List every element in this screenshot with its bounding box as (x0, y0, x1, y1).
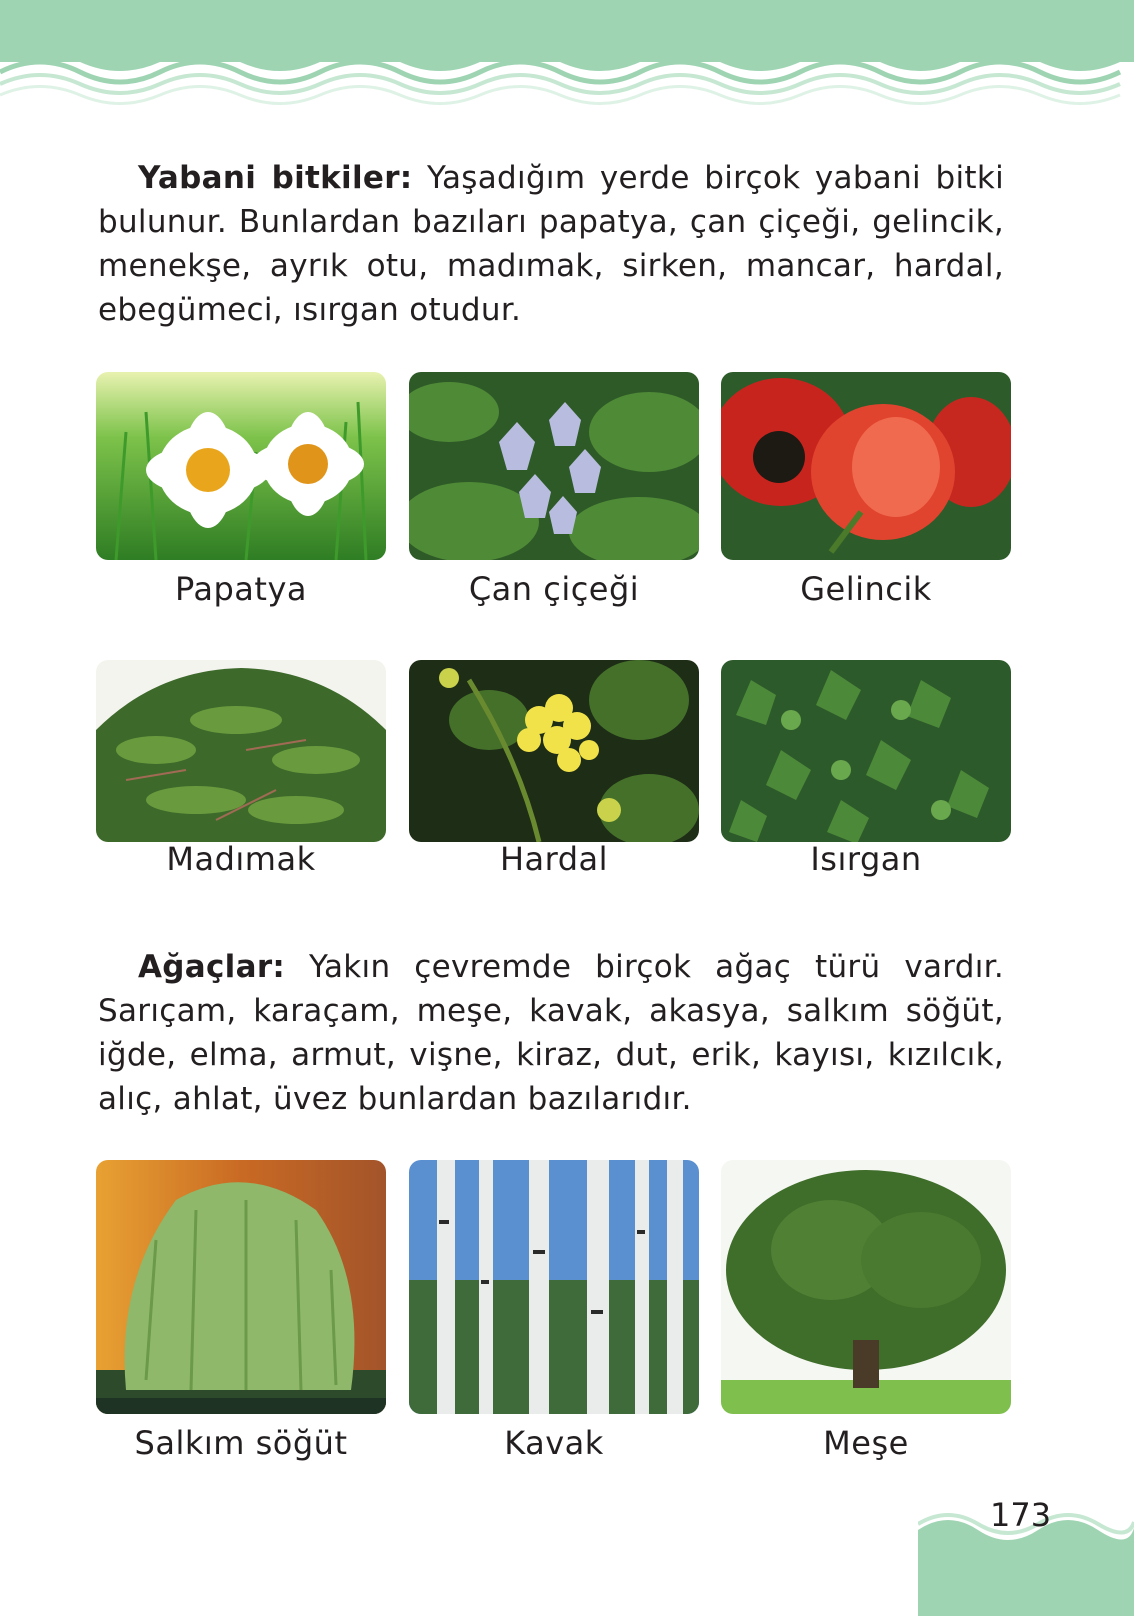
gelincik-photo (721, 372, 1011, 560)
trees-heading: Ağaçlar: (138, 949, 286, 985)
trees-text: Yakın çevremde birçok ağaç türü vardır. Sarıçam, karaçam, meşe, kavak, akasya, salkım söğüt, iğde, elma, armut, vişne, kiraz, dut, erik, kayısı, kızılcık, alıç, ahlat, üvez bunlardan bazılarıdır. (98, 949, 1004, 1117)
trees-paragraph (98, 945, 1004, 1121)
hardal-photo (409, 660, 699, 842)
can-cicegi-caption: Çan çiçeği (468, 570, 640, 608)
madimak-photo (96, 660, 386, 842)
salkim-sogut-caption: Salkım söğüt (134, 1424, 348, 1462)
kavak-photo (409, 1160, 699, 1414)
papatya-caption: Papatya (175, 570, 307, 608)
can-cicegi-photo (409, 372, 699, 560)
kavak-caption: Kavak (504, 1424, 604, 1462)
hardal-caption: Hardal (499, 840, 609, 878)
top-wave-band (0, 0, 1134, 110)
wild-plants-paragraph (98, 156, 1004, 332)
madimak-caption: Madımak (166, 840, 316, 878)
papatya-photo (96, 372, 386, 560)
isirgan-photo (721, 660, 1011, 842)
isirgan-caption: Isırgan (810, 840, 922, 878)
wild-plants-heading: Yabani bitkiler: (138, 160, 413, 196)
salkim-sogut-photo (96, 1160, 386, 1414)
gelincik-caption: Gelincik (800, 570, 932, 608)
mese-caption: Meşe (823, 1424, 909, 1462)
wild-plants-text: Yaşadığım yerde birçok yabani bitki bulunur. Bunlardan bazıları papatya, çan çiçeği, gelincik, menekşe, ayrık otu, madımak, sirken, mancar, hardal, ebegümeci, ısırgan otudur. (98, 160, 1004, 328)
page-number: 173 (990, 1496, 1052, 1534)
mese-photo (721, 1160, 1011, 1414)
